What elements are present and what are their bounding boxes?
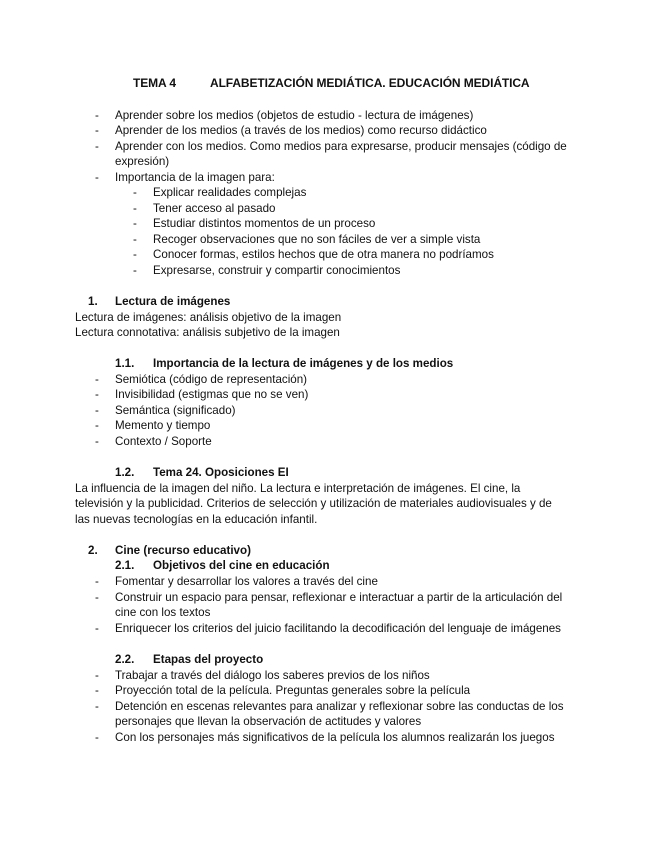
sublist-item: Conocer formas, estilos hechos que de otra manera no podríamos <box>153 248 494 261</box>
list-item: Enriquecer los criterios del juicio facilitando la decodificación del lenguaje de imágenes <box>115 622 561 635</box>
list-dash: - <box>95 388 99 401</box>
list-dash: - <box>95 140 99 153</box>
list-item: Invisibilidad (estigmas que no se ven) <box>115 388 309 401</box>
sublist-dash: - <box>133 202 137 215</box>
list-item: Aprender con los medios. Como medios para expresarse, producir mensajes (código de <box>115 140 567 153</box>
list-item: Construir un espacio para pensar, reflexionar e interactuar a partir de la articulación del <box>115 591 563 604</box>
list-dash: - <box>95 591 99 604</box>
paragraph-line: La influencia de la imagen del niño. La lectura e interpretación de imágenes. El cine, la <box>75 482 521 495</box>
title-text: ALFABETIZACIÓN MEDIÁTICA. EDUCACIÓN MEDIÁTICA <box>210 76 530 90</box>
list-item: Aprender sobre los medios (objetos de estudio - lectura de imágenes) <box>115 109 474 122</box>
list-item-continuation: cine con los textos <box>115 606 211 619</box>
list-dash: - <box>95 622 99 635</box>
list-item: Memento y tiempo <box>115 419 211 432</box>
list-dash: - <box>95 700 99 713</box>
list-item: Proyección total de la película. Preguntas generales sobre la película <box>115 684 471 697</box>
list-item-continuation: expresión) <box>115 155 170 168</box>
paragraph-line: Lectura connotativa: análisis subjetivo de la imagen <box>75 326 340 339</box>
list-dash: - <box>95 731 99 744</box>
title-number: TEMA 4 <box>133 76 176 90</box>
sublist-item: Estudiar distintos momentos de un proceso <box>153 217 376 230</box>
sublist-item: Tener acceso al pasado <box>153 202 276 215</box>
list-item: Trabajar a través del diálogo los saberes previos de los niños <box>115 669 430 682</box>
section-2-number: 2. <box>88 544 98 557</box>
sublist-dash: - <box>133 186 137 199</box>
list-dash: - <box>95 684 99 697</box>
subsection-2-2-heading: Etapas del proyecto <box>153 653 264 666</box>
subsection-1-2-number: 1.2. <box>115 466 135 479</box>
sublist-dash: - <box>133 264 137 277</box>
subsection-2-2-number: 2.2. <box>115 653 135 666</box>
sublist-item: Explicar realidades complejas <box>153 186 307 199</box>
list-item: Fomentar y desarrollar los valores a través del cine <box>115 575 378 588</box>
subsection-1-2-heading: Tema 24. Oposiciones EI <box>153 466 289 479</box>
list-item: Detención en escenas relevantes para analizar y reflexionar sobre las conductas de los <box>115 700 564 713</box>
list-item: Con los personajes más significativos de la película los alumnos realizarán los juegos <box>115 731 555 744</box>
sublist-item: Expresarse, construir y compartir conocimientos <box>153 264 401 277</box>
list-item-continuation: personajes que llevan la observación de actitudes y valores <box>115 715 422 728</box>
subsection-1-1-number: 1.1. <box>115 357 135 370</box>
subsection-2-1-heading: Objetivos del cine en educación <box>153 559 330 572</box>
list-item: Semántica (significado) <box>115 404 236 417</box>
section-2-heading: Cine (recurso educativo) <box>115 544 251 557</box>
subsection-1-1-heading: Importancia de la lectura de imágenes y de los medios <box>153 357 454 370</box>
list-dash: - <box>95 124 99 137</box>
section-1-number: 1. <box>88 295 98 308</box>
list-dash: - <box>95 171 99 184</box>
list-dash: - <box>95 575 99 588</box>
subsection-2-1-number: 2.1. <box>115 559 135 572</box>
list-dash: - <box>95 404 99 417</box>
list-item: Contexto / Soporte <box>115 435 212 448</box>
paragraph-line: las nuevas tecnologías en la educación infantil. <box>75 513 318 526</box>
paragraph-line: televisión y la publicidad. Criterios de selección y utilización de materiales audiovisuales y de <box>75 497 552 510</box>
paragraph-line: Lectura de imágenes: análisis objetivo de la imagen <box>75 311 342 324</box>
list-dash: - <box>95 669 99 682</box>
list-dash: - <box>95 435 99 448</box>
sublist-dash: - <box>133 233 137 246</box>
list-item: Semiótica (código de representación) <box>115 373 308 386</box>
sublist-dash: - <box>133 248 137 261</box>
list-dash: - <box>95 109 99 122</box>
sublist-item: Recoger observaciones que no son fáciles de ver a simple vista <box>153 233 481 246</box>
sublist-dash: - <box>133 217 137 230</box>
section-1-heading: Lectura de imágenes <box>115 295 231 308</box>
list-dash: - <box>95 419 99 432</box>
list-dash: - <box>95 373 99 386</box>
list-item: Importancia de la imagen para: <box>115 171 275 184</box>
list-item: Aprender de los medios (a través de los medios) como recurso didáctico <box>115 124 487 137</box>
